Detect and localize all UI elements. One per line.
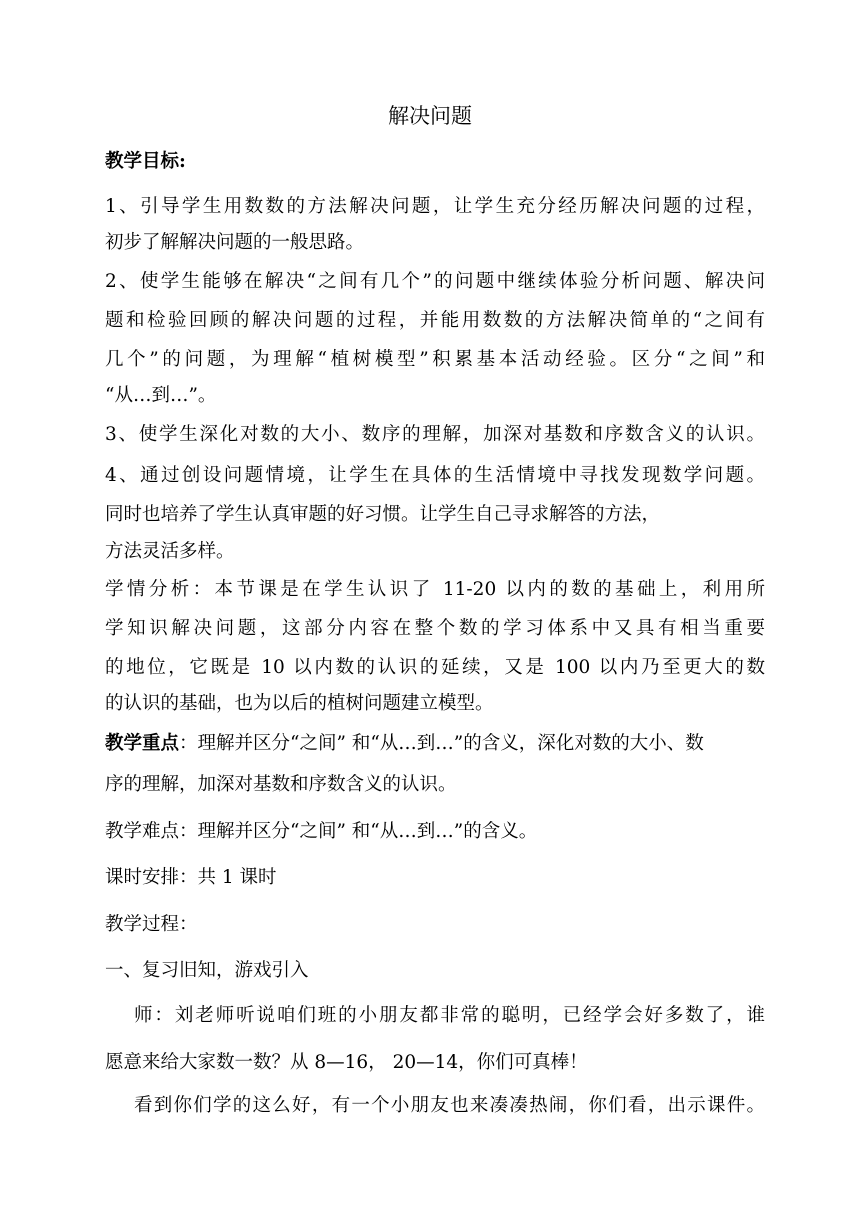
objective-4-line-2: 同时也培养了学生认真审题的好习惯。让学生自己寻求解答的方法，	[105, 504, 661, 525]
key-points-line-1	[105, 730, 765, 758]
teacher-line-1: 师：刘老师听说咱们班的小朋友都非常的聪明，已经学会好多数了，谁	[134, 1005, 765, 1026]
teacher-line-2: 愿意来给大家数一数？从 8—16， 20—14，你们可真棒！	[105, 1052, 588, 1073]
difficulty-line: 教学难点：理解并区分“之间” 和“从…到…”的含义。	[105, 821, 538, 842]
key-points-line-2: 序的理解，加深对基数和序数含义的认识。	[105, 774, 457, 795]
analysis-line-2: 学知识解决问题，这部分内容在整个数的学习体系中又具有相当重要	[105, 618, 765, 639]
objective-2-line-3: 几个”的问题，为理解“植树模型”积累基本活动经验。区分“之间”和	[105, 349, 765, 370]
closing-line: 看到你们学的这么好，有一个小朋友也来凑凑热闹，你们看，出示课件。	[134, 1095, 765, 1116]
objective-4-line-3: 方法灵活多样。	[105, 541, 235, 562]
key-points-label: 教学重点	[105, 733, 180, 754]
analysis-line-3: 的地位，它既是 10 以内数的认识的延续，又是 100 以内乃至更大的数	[105, 657, 765, 678]
analysis-line-1: 学情分析：本节课是在学生认识了 11-20 以内的数的基础上，利用所	[105, 579, 765, 600]
objective-1-line-2: 初步了解解决问题的一般思路。	[105, 232, 365, 253]
objectives-heading: 教学目标:	[105, 151, 186, 172]
objective-2-line-4: “从…到…”。	[105, 385, 217, 406]
key-points-text: ：理解并区分“之间” 和“从…到…”的含义，深化对数的大小、数	[179, 733, 704, 754]
objective-2-line-2: 题和检验回顾的解决问题的过程，并能用数数的方法解决简单的“之间有	[105, 310, 765, 331]
section-1-heading: 一、复习旧知，游戏引入	[105, 960, 309, 981]
objective-1-line-1: 1、引导学生用数数的方法解决问题，让学生充分经历解决问题的过程，	[105, 196, 765, 217]
objective-4-line-1: 4、通过创设问题情境，让学生在具体的生活情境中寻找发现数学问题。	[105, 465, 765, 486]
analysis-line-4: 的认识的基础，也为以后的植树问题建立模型。	[105, 693, 494, 714]
schedule-line: 课时安排：共 1 课时	[105, 867, 277, 888]
objective-3-line-1: 3、使学生深化对数的大小、数序的理解，加深对基数和序数含义的认识。	[105, 424, 765, 445]
process-heading: 教学过程：	[105, 914, 198, 935]
page-title: 解决问题	[388, 104, 472, 128]
objective-2-line-1: 2、使学生能够在解决“之间有几个”的问题中继续体验分析问题、解决问	[105, 271, 765, 292]
